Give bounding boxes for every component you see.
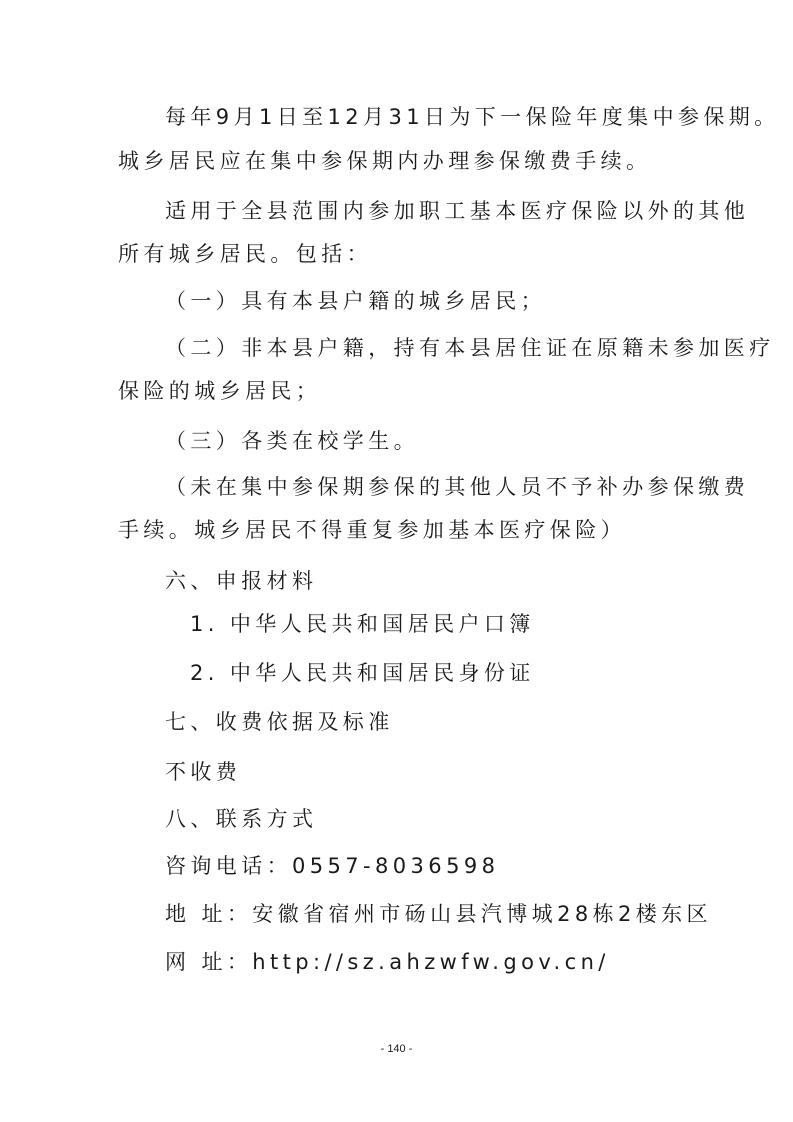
list-item: （二）非本县户籍，持有本县居住证在原籍未参加医疗 xyxy=(165,336,775,360)
section-heading: 八、联系方式 xyxy=(165,807,318,831)
list-item: 保险的城乡居民； xyxy=(118,379,322,403)
contact-address: 地 址：安徽省宿州市砀山县汽博城28栋2楼东区 xyxy=(165,902,712,926)
list-item: （三）各类在校学生。 xyxy=(165,429,419,453)
paragraph-line: 每年9月1日至12月31日为下一保险年度集中参保期。 xyxy=(165,105,780,129)
section-heading: 六、申报材料 xyxy=(165,569,318,593)
list-item: 1. 中华人民共和国居民户口簿 xyxy=(190,612,535,636)
paragraph-line: 不收费 xyxy=(165,760,242,784)
section-heading: 七、收费依据及标准 xyxy=(165,710,394,734)
list-item: 2. 中华人民共和国居民身份证 xyxy=(190,661,535,685)
list-item: （一）具有本县户籍的城乡居民； xyxy=(165,289,546,313)
paragraph-line: 适用于全县范围内参加职工基本医疗保险以外的其他 xyxy=(165,199,750,223)
contact-phone: 咨询电话：0557-8036598 xyxy=(165,854,500,878)
paragraph-line: （未在集中参保期参保的其他人员不予补办参保缴费 xyxy=(165,475,750,499)
paragraph-line: 所有城乡居民。包括： xyxy=(118,242,372,266)
paragraph-line: 手续。城乡居民不得重复参加基本医疗保险） xyxy=(118,518,626,542)
contact-website: 网 址：http://sz.ahzwfw.gov.cn/ xyxy=(165,950,610,974)
page-number: - 140 - xyxy=(380,1043,413,1055)
paragraph-line: 城乡居民应在集中参保期内办理参保缴费手续。 xyxy=(118,149,652,173)
